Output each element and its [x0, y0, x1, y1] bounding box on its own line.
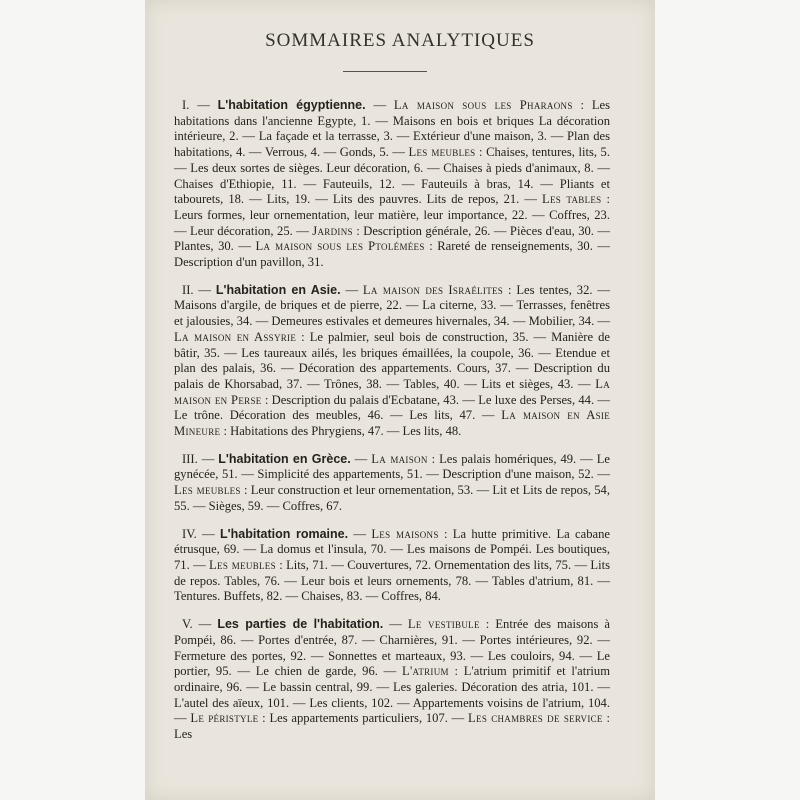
summary-text: : Rareté de renseignements, 30. — Description d'un pavillon, 31.: [174, 239, 611, 270]
section-numeral: V. —: [182, 617, 212, 632]
section-numeral: II. —: [182, 282, 211, 297]
subsection-title: La maison en Perse: [174, 376, 610, 407]
summary-text: : Entrée des maisons à Pompéi, 86. — Portes d'entrée, 87. — Charnières, 91. — Portes intérieures, 92. — Fermeture des portes, 92. — Sonnettes et marteaux, 93. — Les couloirs, 94. — Le portier, 95. — Le chien de garde, 96. —: [174, 617, 611, 679]
subsection-title: La maison sous les Pharaons: [393, 98, 573, 112]
section-heading: Les parties de l'habitation.: [217, 617, 384, 632]
subsection-title: La maison en Assyrie: [174, 329, 297, 344]
section-heading: L'habitation en Asie.: [215, 282, 341, 297]
subsection-title: Le vestibule: [407, 617, 480, 632]
summary-text: : Lits, 71. — Couvertures, 72. Ornementation des lits, 75. — Lits de repos. Tables, 76. — Leur bois et leurs ornements, 78. — Tables d'atrium, 81. — Tentures. Buffets, 82. — Chaises, 83. — Coffres, 84.: [174, 557, 610, 604]
subsection-title: Les meubles: [408, 145, 476, 160]
section-text: [174, 617, 610, 741]
section-text: [174, 98, 610, 269]
summary-section: [174, 527, 610, 606]
summary-section: [174, 283, 610, 440]
book-page: [145, 0, 655, 800]
sections-container: [174, 98, 610, 755]
summary-text: : Les tentes, 32. — Maisons d'argile, de briques et de pierre, 22. — La citerne, 33. — Terrasses, fenêtres et jalousies, 34. — Demeures estivales et demeures hivernales, 34. — Mobilier, 34. —: [174, 282, 610, 329]
subsection-title: Les meubles: [174, 483, 241, 498]
summary-text: : Le palmier, seul bois de construction, 35. — Manière de bâtir, 35. — Les taureaux ailés, les briques émaillées, la coupole, 36. — Etendue et plan des palais, 36. — Décoration des appartements. Cours, 37. — Description du palais de Khorsabad, 37. — Trônes, 38. — Tables, 40. — Lits et sièges, 43. —: [174, 329, 610, 391]
summary-text: : L'atrium primitif et l'atrium ordinaire, 96. — Le bassin central, 99. — Les galeries. Décoration des atria, 101. — L'autel des aïeux, 101. — Les clients, 102. — Appartements voisins de l'atrium, 104. —: [174, 664, 610, 726]
summary-text: —: [383, 617, 408, 632]
section-heading: L'habitation romaine.: [220, 526, 349, 541]
summary-text: : Habitations des Phrygiens, 47. — Les lits, 48.: [220, 424, 462, 439]
summary-text: —: [365, 98, 394, 112]
section-numeral: III. —: [182, 451, 215, 466]
subsection-title: La maison: [371, 451, 428, 466]
summary-text: : Les palais homériques, 49. — Le gynécée, 51. — Simplicité des appartements, 51. — Description d'une maison, 52. —: [174, 451, 611, 482]
subsection-title: Les tables: [541, 192, 602, 207]
summary-text: : La hutte primitive. La cabane étrusque, 69. — La domus et l'insula, 70. — Les maisons de Pompéi. Les boutiques, 71. —: [174, 526, 611, 572]
subsection-title: Jardins: [312, 223, 353, 238]
subsection-title: Les chambres de service: [468, 711, 603, 726]
section-numeral: I. —: [182, 98, 210, 112]
section-numeral: IV. —: [182, 526, 215, 541]
summary-text: : Description du palais d'Ecbatane, 43. — Le luxe des Perses, 44. — Le trône. Décoration des meubles, 46. — Les lits, 47. —: [174, 392, 610, 423]
subsection-title: L'atrium: [401, 664, 449, 679]
section-heading: L'habitation égyptienne.: [217, 98, 366, 112]
summary-text: —: [340, 282, 363, 297]
summary-text: : Description générale, 26. — Pièces d'eau, 30. — Plantes, 30. —: [174, 223, 611, 254]
subsection-title: Le péristyle: [190, 711, 259, 726]
subsection-title: La maison en Asie Mineure: [174, 408, 610, 439]
subsection-title: Les maisons: [371, 526, 439, 541]
page-title: SOMMAIRES ANALYTIQUES: [265, 30, 535, 51]
summary-text: : Chaises, tentures, lits, 5. — Les deux sortes de sièges. Leur décoration, 6. — Chaises à pieds d'animaux, 8. — Chaises d'Ethiopie, 11. — Fauteuils, 12. — Fauteuils à bras, 14. — Pliants et tabourets, 18. — Lits, 19. — Lits des pauvres. Lits de repos, 21. —: [174, 145, 610, 207]
summary-section: [174, 98, 610, 271]
subsection-title: La maison sous les Ptolémées: [255, 239, 425, 254]
summary-section: [174, 452, 610, 515]
summary-text: : Les appartements particuliers, 107. —: [258, 711, 469, 726]
subsection-title: La maison des Israélites: [362, 282, 504, 297]
summary-section: [174, 617, 610, 743]
summary-text: : Les habitations dans l'ancienne Egypte, 1. — Maisons en bois et briques La décoration intérieure, 2. — La façade et la terrasse, 3. — Extérieur d'une maison, 3. — Plan des habitations, 4. — Verrous, 4. — Gonds, 5. —: [174, 98, 611, 160]
section-heading: L'habitation en Grèce.: [218, 451, 351, 466]
summary-text: —: [350, 451, 372, 466]
summary-text: —: [348, 526, 372, 541]
summary-text: : Les: [174, 711, 610, 742]
title-rule: [343, 71, 427, 72]
summary-text: : Leurs formes, leur ornementation, leur matière, leur importance, 22. — Coffres, 23. — Leur décoration, 25. —: [174, 192, 610, 238]
section-text: [174, 283, 610, 438]
subsection-title: Les meubles: [209, 557, 276, 572]
summary-text: : Leur construction et leur ornementation, 53. — Lit et Lits de repos, 54, 55. — Sièges, 59. — Coffres, 67.: [174, 483, 610, 513]
